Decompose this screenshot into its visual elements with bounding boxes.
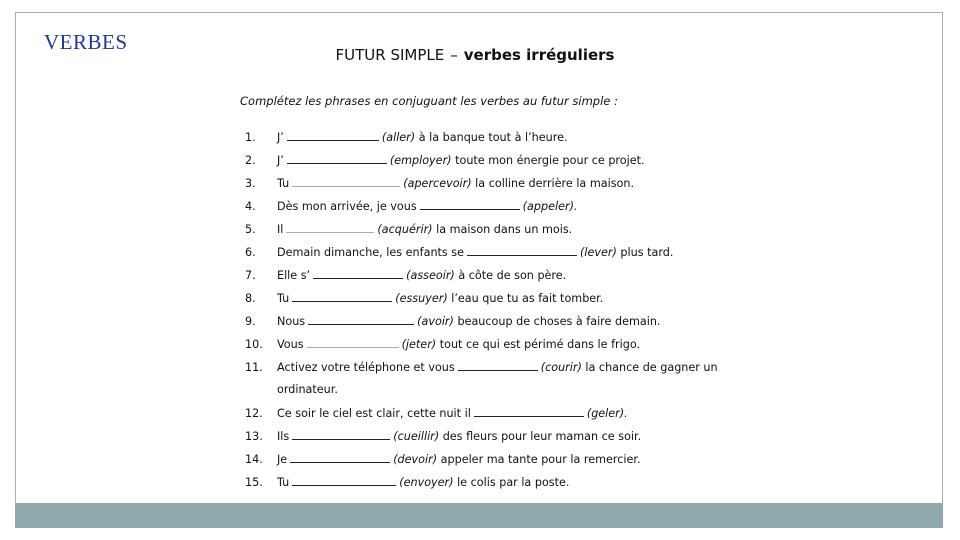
exercise-text — [277, 291, 725, 305]
verb-hint: (essuyer) — [395, 292, 448, 305]
exercise-number: 4. — [245, 200, 256, 213]
exercise-text — [277, 314, 725, 328]
exercise-prefix: Ce soir le ciel est clair, cette nuit il — [277, 407, 471, 420]
verb-hint: (avoir) — [417, 315, 454, 328]
answer-blank[interactable] — [292, 475, 396, 486]
exercise-item — [245, 222, 725, 245]
exercise-prefix: J’ — [277, 131, 284, 144]
verb-hint: (aller) — [381, 131, 416, 144]
verb-hint: (jeter) — [401, 338, 437, 351]
exercise-prefix: Dès mon arrivée, je vous — [277, 200, 417, 213]
answer-blank[interactable] — [307, 337, 399, 348]
exercise-text — [277, 475, 725, 489]
exercise-number: 5. — [245, 223, 256, 236]
exercise-prefix: Elle s’ — [277, 269, 311, 282]
exercise-text — [277, 452, 725, 466]
exercise-text — [277, 406, 725, 420]
exercise-text — [277, 337, 725, 351]
answer-blank[interactable] — [286, 222, 374, 233]
exercise-prefix: Tu — [277, 476, 290, 489]
answer-blank[interactable] — [290, 452, 390, 463]
worksheet-instruction: Complétez les phrases en conjuguant les verbes au futur simple : — [240, 94, 618, 108]
exercise-item — [245, 429, 725, 452]
answer-blank[interactable] — [292, 291, 392, 302]
answer-blank[interactable] — [292, 176, 400, 187]
verb-hint: (appeler). — [522, 200, 578, 213]
exercise-suffix: des fleurs pour leur maman ce soir. — [439, 430, 642, 443]
exercise-text — [277, 245, 725, 259]
verb-hint: (apercevoir) — [403, 177, 472, 190]
exercise-item — [245, 176, 725, 199]
verb-hint: (envoyer) — [399, 476, 454, 489]
exercise-prefix: Activez votre téléphone et vous — [277, 361, 455, 374]
verb-hint: (courir) — [540, 361, 582, 374]
exercise-continuation: ordinateur. — [277, 383, 338, 396]
exercise-number: 15. — [245, 476, 263, 489]
exercise-text — [277, 176, 725, 190]
exercise-item — [245, 153, 725, 176]
verb-hint: (geler). — [586, 407, 628, 420]
exercise-number: 9. — [245, 315, 256, 328]
exercise-item — [245, 291, 725, 314]
exercise-suffix: la colline derrière la maison. — [471, 177, 635, 190]
exercise-number: 12. — [245, 407, 263, 420]
exercise-text — [277, 222, 725, 236]
exercise-item — [245, 452, 725, 475]
exercise-item — [245, 314, 725, 337]
footer-band — [15, 503, 943, 528]
exercise-item — [245, 475, 725, 498]
exercise-text — [277, 130, 725, 144]
exercise-prefix: J’ — [277, 154, 284, 167]
answer-blank[interactable] — [287, 130, 379, 141]
exercise-suffix: appeler ma tante pour la remercier. — [437, 453, 641, 466]
answer-blank[interactable] — [467, 245, 577, 256]
worksheet-image — [225, 40, 725, 500]
exercise-suffix: la chance de gagner un — [581, 361, 718, 374]
exercise-number: 1. — [245, 131, 256, 144]
answer-blank[interactable] — [308, 314, 414, 325]
exercise-text — [277, 360, 725, 374]
heading-dash: – — [450, 46, 458, 64]
exercise-item — [245, 268, 725, 291]
exercise-prefix: Tu — [277, 177, 290, 190]
exercise-item — [245, 337, 725, 360]
exercise-item — [245, 406, 725, 429]
verb-hint: (lever) — [580, 246, 617, 259]
exercise-suffix: l’eau que tu as fait tomber. — [447, 292, 604, 305]
exercise-prefix: Je — [277, 453, 288, 466]
exercise-number: 11. — [245, 361, 263, 374]
exercise-prefix: Ils — [277, 430, 290, 443]
exercise-number: 10. — [245, 338, 263, 351]
answer-blank[interactable] — [313, 268, 403, 279]
slide-title: VERBES — [44, 30, 128, 54]
exercise-suffix: la maison dans un mois. — [432, 223, 573, 236]
answer-blank[interactable] — [458, 360, 538, 371]
exercise-suffix: à côte de son père. — [454, 269, 567, 282]
exercise-suffix: à la banque tout à l’heure. — [415, 131, 568, 144]
exercise-suffix: beaucoup de choses à faire demain. — [453, 315, 661, 328]
exercise-list — [245, 130, 725, 498]
verb-hint: (employer) — [389, 154, 452, 167]
exercise-text — [277, 268, 725, 282]
exercise-item — [245, 199, 725, 222]
exercise-item — [245, 360, 725, 383]
verb-hint: (cueillir) — [393, 430, 440, 443]
exercise-number: 7. — [245, 269, 256, 282]
exercise-number: 2. — [245, 154, 256, 167]
exercise-prefix: Tu — [277, 292, 290, 305]
verb-hint: (asseoir) — [406, 269, 455, 282]
exercise-item — [245, 130, 725, 153]
exercise-prefix: Demain dimanche, les enfants se — [277, 246, 465, 259]
exercise-text — [277, 429, 725, 443]
exercise-text — [277, 153, 725, 167]
exercise-text — [277, 199, 725, 213]
worksheet-heading — [225, 46, 725, 64]
exercise-prefix: Il — [277, 223, 284, 236]
verb-hint: (acquérir) — [377, 223, 433, 236]
exercise-prefix: Vous — [277, 338, 304, 351]
heading-plain: FUTUR SIMPLE — [335, 46, 445, 64]
exercise-number: 6. — [245, 246, 256, 259]
exercise-prefix: Nous — [277, 315, 306, 328]
exercise-number: 3. — [245, 177, 256, 190]
answer-blank[interactable] — [287, 153, 387, 164]
answer-blank[interactable] — [292, 429, 390, 440]
exercise-suffix: le colis par la poste. — [453, 476, 570, 489]
exercise-number: 13. — [245, 430, 263, 443]
exercise-number: 14. — [245, 453, 263, 466]
verb-hint: (devoir) — [393, 453, 438, 466]
exercise-suffix: plus tard. — [616, 246, 674, 259]
exercise-number: 8. — [245, 292, 256, 305]
answer-blank[interactable] — [474, 406, 584, 417]
heading-bold: verbes irréguliers — [463, 46, 615, 64]
exercise-item — [245, 245, 725, 268]
answer-blank[interactable] — [420, 199, 520, 210]
exercise-suffix: toute mon énergie pour ce projet. — [451, 154, 645, 167]
exercise-suffix: tout ce qui est périmé dans le frigo. — [436, 338, 641, 351]
